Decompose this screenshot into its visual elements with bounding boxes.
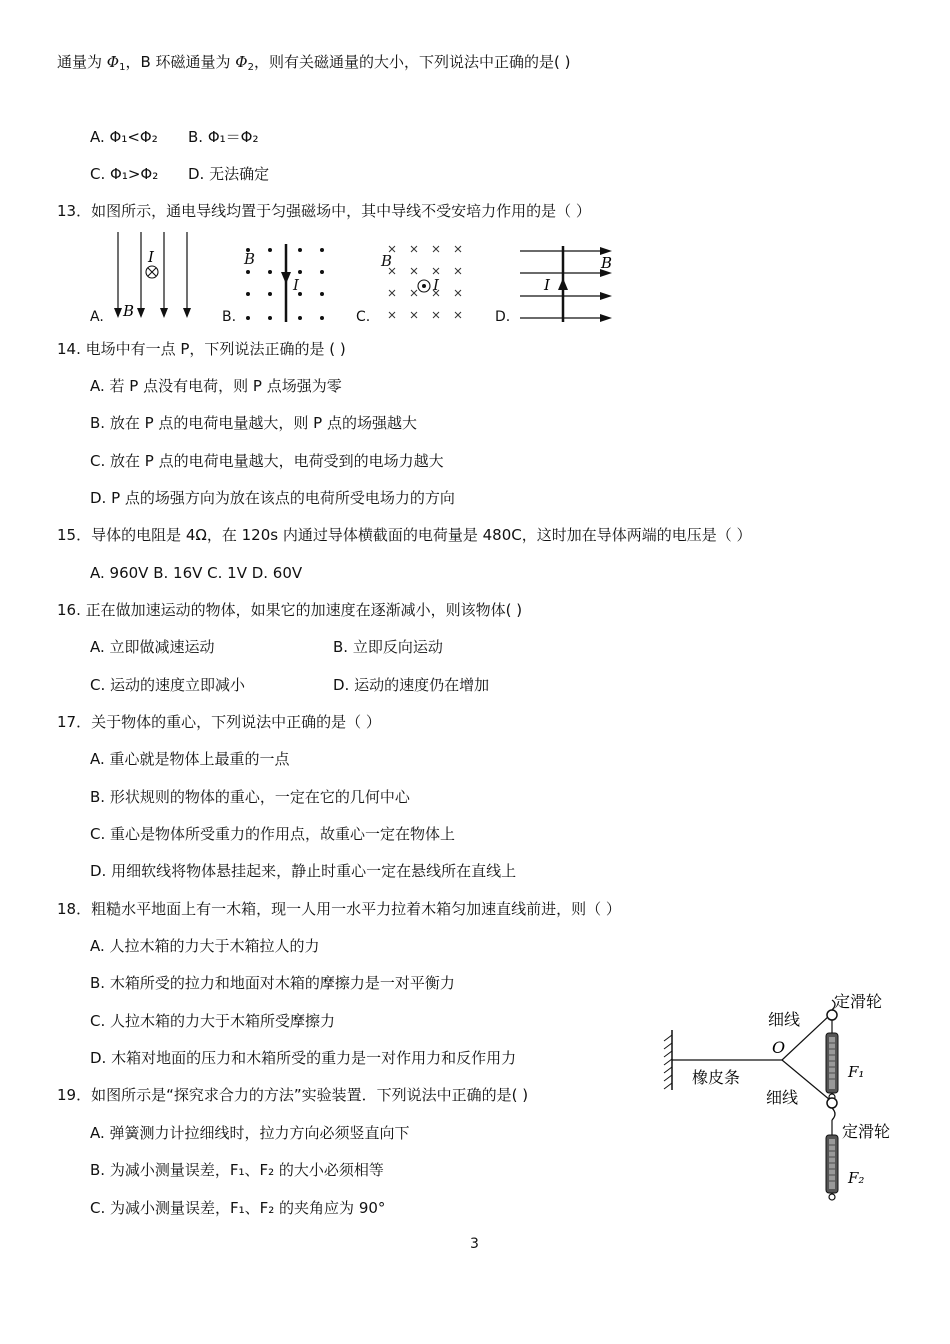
q17-option-d: D. 用细软线将物体悬挂起来，静止时重心一定在悬线所在直线上: [90, 862, 517, 880]
fig-b-current: I: [293, 276, 299, 294]
q15-options: A. 960V B. 16V C. 1V D. 60V: [90, 564, 303, 582]
fig-b-field: B: [244, 250, 256, 268]
q14-stem: 14. 电场中有一点 P，下列说法正确的是 ( ): [57, 340, 346, 358]
q18-stem: 18．粗糙水平地面上有一木箱，现一人用一水平力拉着木箱匀加速直线前进，则（ ）: [57, 900, 621, 918]
q13-stem: 13．如图所示，通电导线均置于匀强磁场中，其中导线不受安培力作用的是（ ）: [57, 202, 591, 220]
q12-option-a: A. Φ₁<Φ₂: [90, 128, 158, 146]
fig-rubber-label: 橡皮条: [692, 1068, 741, 1087]
fig-a-current: I: [148, 248, 154, 266]
figure-b: [243, 244, 324, 322]
q17-option-a: A. 重心就是物体上最重的一点: [90, 750, 290, 768]
q13-label-a: A.: [90, 309, 104, 325]
q15-stem: 15．导体的电阻是 4Ω，在 120s 内通过导体横截面的电荷量是 480C，这时加在导体两端的电压是（ ）: [57, 526, 752, 544]
q16-stem: 16. 正在做加速运动的物体，如果它的加速度在逐渐减小，则该物体( ): [57, 601, 523, 619]
fig-d-field: B: [601, 254, 613, 272]
q12-option-c: C. Φ₁>Φ₂: [90, 165, 159, 183]
fig-f2-label: F₂: [848, 1169, 865, 1187]
fig-point-o: O: [772, 1038, 786, 1057]
fig-f1-label: F₁: [848, 1063, 865, 1081]
q14-option-a: A. 若 P 点没有电荷，则 P 点场强为零: [90, 377, 342, 395]
fig-thread-bottom-label: 细线: [766, 1088, 799, 1107]
q17-stem: 17．关于物体的重心，下列说法中正确的是（ ）: [57, 713, 381, 731]
figure-c: [380, 246, 461, 318]
q14-option-c: C. 放在 P 点的电荷电量越大，电荷受到的电场力越大: [90, 452, 444, 470]
q17-option-b: B. 形状规则的物体的重心，一定在它的几何中心: [90, 788, 410, 806]
q19-option-a: A. 弹簧测力计拉细线时，拉力方向必须竖直向下: [90, 1124, 410, 1142]
q16-option-d: D. 运动的速度仍在增加: [333, 676, 490, 694]
fig-pulley-top-label: 定滑轮: [834, 992, 883, 1011]
q18-option-b: B. 木箱所受的拉力和地面对木箱的摩擦力是一对平衡力: [90, 974, 455, 992]
figure-d: [520, 246, 612, 322]
q19-option-b: B. 为减小测量误差，F₁、F₂ 的大小必须相等: [90, 1161, 384, 1179]
fig-pulley-bottom-label: 定滑轮: [842, 1122, 891, 1141]
q19-stem: 19．如图所示是“探究求合力的方法”实验装置．下列说法中正确的是( ): [57, 1086, 529, 1104]
q17-option-c: C. 重心是物体所受重力的作用点，故重心一定在物体上: [90, 825, 456, 843]
q12-option-b: B. Φ₁＝Φ₂: [188, 128, 259, 146]
q19-option-c: C. 为减小测量误差，F₁、F₂ 的夹角应为 90°: [90, 1199, 386, 1217]
q18-option-d: D. 木箱对地面的压力和木箱所受的重力是一对作用力和反作用力: [90, 1049, 517, 1067]
fig-c-current: I: [433, 276, 439, 294]
q16-option-b: B. 立即反向运动: [333, 638, 443, 656]
figure-a: [114, 232, 191, 320]
q13-label-d: D.: [495, 309, 511, 325]
q16-option-a: A. 立即做减速运动: [90, 638, 215, 656]
q14-option-b: B. 放在 P 点的电荷电量越大，则 P 点的场强越大: [90, 414, 417, 432]
q14-option-d: D. P 点的场强方向为放在该点的电荷所受电场力的方向: [90, 489, 455, 507]
q12-stem: 通量为 $\Phi_1$，B 环磁通量为 $\Phi_2$，则有关磁通量的大小，下列说法中正确的是( ): [57, 53, 571, 73]
page-number: 3: [470, 1236, 479, 1252]
q12-option-d: D. 无法确定: [188, 165, 270, 183]
q13-figures: [0, 228, 640, 328]
fig-a-field: B: [123, 302, 135, 320]
q18-option-a: A. 人拉木箱的力大于木箱拉人的力: [90, 937, 320, 955]
q16-option-c: C. 运动的速度立即减小: [90, 676, 246, 694]
fig-thread-top-label: 细线: [768, 1010, 801, 1029]
q19-apparatus-figure: [650, 985, 910, 1210]
q18-option-c: C. 人拉木箱的力大于木箱所受摩擦力: [90, 1012, 336, 1030]
q13-label-c: C.: [356, 309, 371, 325]
q13-label-b: B.: [222, 309, 237, 325]
fig-d-current: I: [544, 276, 550, 294]
fig-c-field: B: [381, 252, 393, 270]
